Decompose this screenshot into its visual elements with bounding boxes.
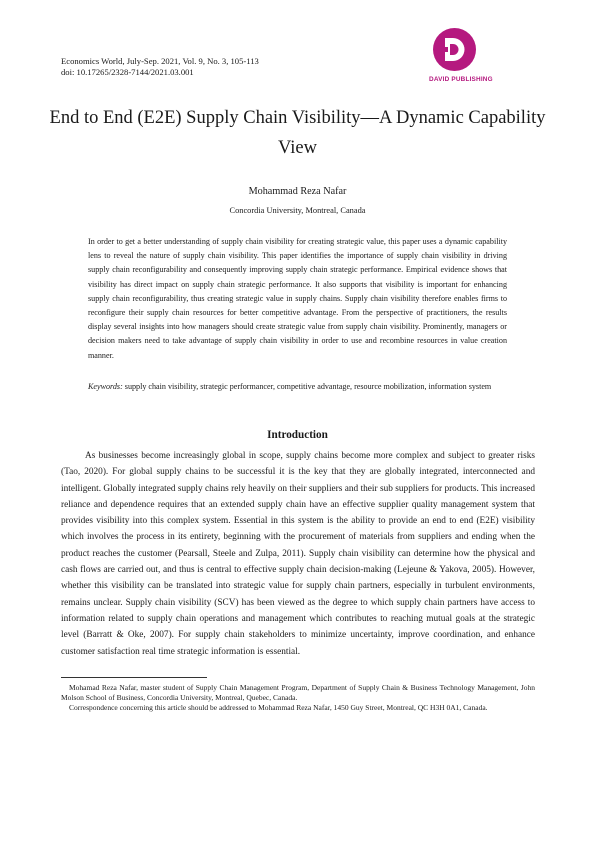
section-title: Introduction	[267, 429, 328, 441]
publisher-name: DAVID PUBLISHING	[429, 76, 493, 83]
footnote-rule	[61, 677, 207, 678]
keywords-label: Keywords:	[88, 382, 123, 391]
author-affiliation: Concordia University, Montreal, Canada	[229, 206, 366, 215]
logo-d-icon	[433, 28, 476, 71]
doi-line: doi: 10.17265/2328-7144/2021.03.001	[61, 67, 194, 77]
footnote-author: Mohamad Reza Nafar, master student of Supply Chain Management Program, Department of Supply Chain & Business Technology Management, John Molson School of Business, Concordia University, Montreal, Quebec, Canada.	[61, 683, 535, 703]
journal-line: Economics World, July-Sep. 2021, Vol. 9, No. 3, 105-113	[61, 56, 259, 66]
abstract: In order to get a better understanding of supply chain visibility for creating strategic value, this paper uses a dynamic capability lens to reveal the nature of supply chain visibility. This paper identifies the importance of supply chain visibility in driving supply chain reconfigurability and consequently improving supply chain strategic performance. Empirical evidence shows that visibility has direct impact on supply chain strategic performance. It also supports that visibility is important for enhancing supply chain reconfigurability, thus creating strategic value in supply chains. Supply chain visibility therefore enables firms to reconfigure their supply chain resources for better competitive advantage. From the perspective of practitioners, the results display several insights into how managers should create strategic value from supply chain visibility. Prominently, managers or decision makers need to take advantage of supply chain visibility in order to use and recombine resources in value creation manner.	[88, 237, 507, 360]
paper-title: End to End (E2E) Supply Chain Visibility—A Dynamic Capability View	[49, 108, 546, 158]
publisher-logo	[429, 24, 539, 94]
keywords	[88, 380, 507, 394]
introduction-paragraph: As businesses become increasingly global in scope, supply chains become more complex and subject to greater risks (Tao, 2020). For global supply chains to be successful it is the key that they are globally integrated, interconnected and intelligent. Globally integrated supply chains rely heavily on their suppliers and their sub suppliers for products. This increased reliance and dependence requires that an extended supply chain have an effective supplier quality management system that provides visibility into this complex system. Essential in this system is the ability to provide an end to end (E2E) visibility which involves the process in its entirety, beginning with the procurement of materials from suppliers and ending when the product reaches the customer (Pearsall, Steele and Zulpa, 2011). Supply chain visibility can determine how the physical and cash flows are carried out, and thus is central to effective supply chain decision-making (Lejeune & Yakova, 2005). However, whether this visibility can be translated into strategic value for supply chain partners, especially in turbulent environments, remains unclear. Supply chain visibility (SCV) has been viewed as the degree to which supply chain partners have access to information related to supply chain operations and management which contributes to reaching mutual goals at the strategic level (Barratt & Oke, 2007). For supply chain stakeholders to minimize uncertainty, improve coordination, and enhance customer satisfaction real time strategic information is essential.	[61, 451, 535, 657]
author-name: Mohammad Reza Nafar	[248, 186, 347, 197]
journal-citation	[61, 56, 259, 78]
keywords-text: supply chain visibility, strategic performancer, competitive advantage, resource mobilization, information system	[122, 382, 492, 391]
footnote-correspondence: Correspondence concerning this article should be addressed to Mohammad Reza Nafar, 1450 Guy Street, Montreal, QC H3H 0A1, Canada.	[69, 703, 488, 712]
